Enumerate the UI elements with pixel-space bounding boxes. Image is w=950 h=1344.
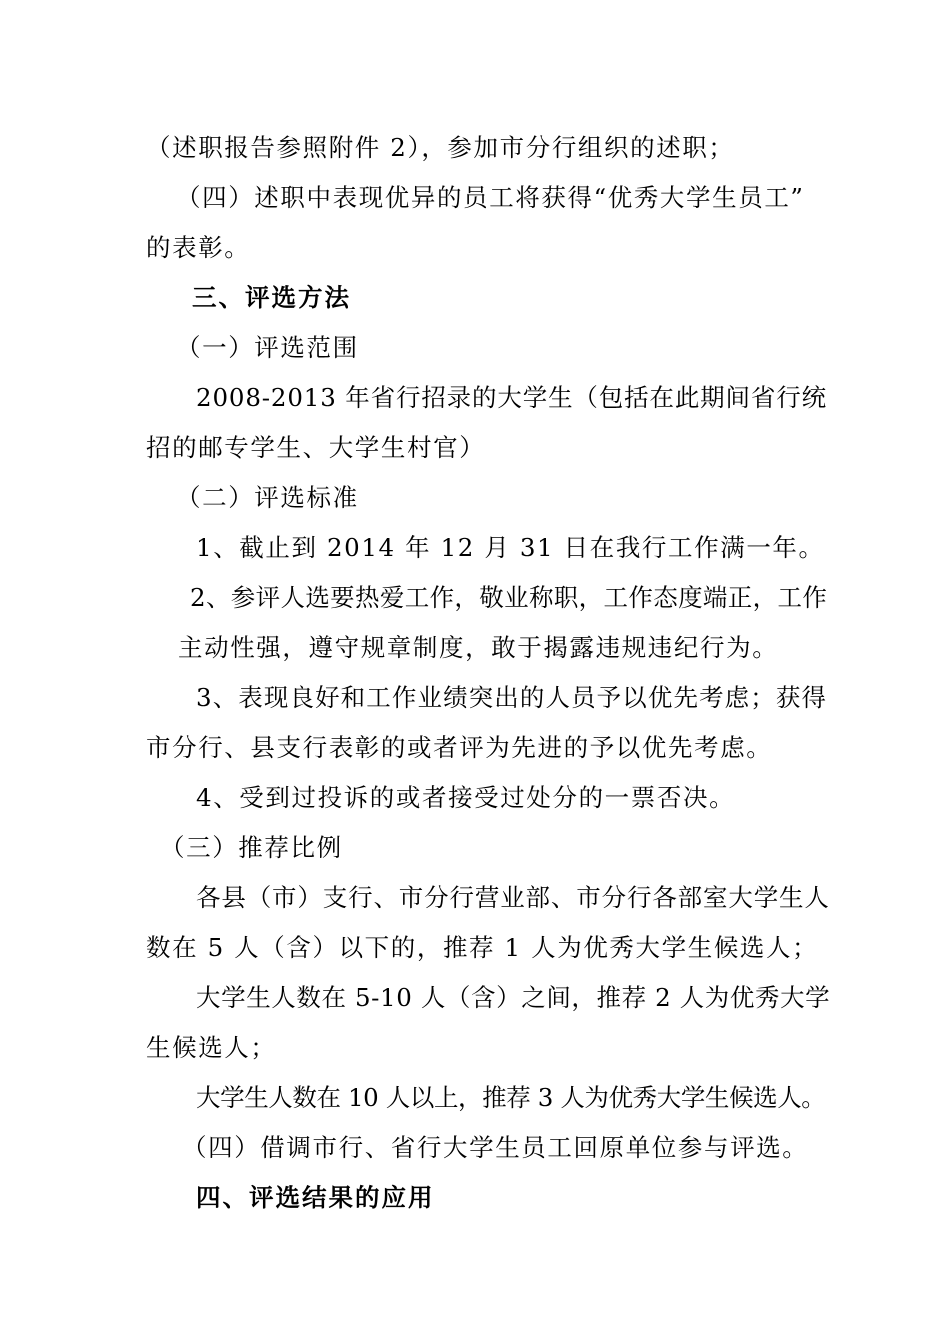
text-line: 大学生人数在 10 人以上，推荐 3 人为优秀大学生候选人。 — [196, 1083, 826, 1112]
section-heading: 四、评选结果的应用 — [196, 1183, 435, 1212]
text-line: 3、表现良好和工作业绩突出的人员予以优先考虑；获得 — [196, 683, 828, 712]
text-line: 生候选人； — [146, 1033, 277, 1062]
text-line: 招的邮专学生、大学生村官） — [146, 433, 486, 462]
subsection-heading: （三）推荐比例 — [160, 833, 343, 862]
text-line: （四）述职中表现优异的员工将获得“优秀大学生员工” — [176, 183, 805, 212]
text-line: 数在 5 人（含）以下的，推荐 1 人为优秀大学生候选人； — [146, 933, 819, 962]
text-line: 1、截止到 2014 年 12 月 31 日在我行工作满一年。 — [196, 533, 825, 562]
text-line: 2、参评人选要热爱工作，敬业称职，工作态度端正，工作 — [190, 583, 828, 612]
text-line: 4、受到过投诉的或者接受过处分的一票否决。 — [196, 783, 736, 812]
text-line: 2008-2013 年省行招录的大学生（包括在此期间省行统 — [196, 383, 827, 412]
text-line: 各县（市）支行、市分行营业部、市分行各部室大学生人 — [196, 883, 830, 912]
text-line: 市分行、县支行表彰的或者评为先进的予以优先考虑。 — [146, 733, 773, 762]
text-line: 大学生人数在 5-10 人（含）之间，推荐 2 人为优秀大学 — [196, 983, 831, 1012]
text-line: 主动性强，遵守规章制度，敢于揭露违规违纪行为。 — [178, 633, 779, 662]
text-line: （四）借调市行、省行大学生员工回原单位参与评选。 — [182, 1133, 809, 1162]
text-line: （述职报告参照附件 2），参加市分行组织的述职； — [146, 133, 735, 162]
subsection-heading: （一）评选范围 — [176, 333, 359, 362]
section-heading: 三、评选方法 — [192, 283, 351, 312]
text-line: 的表彰。 — [146, 233, 251, 262]
subsection-heading: （二）评选标准 — [176, 483, 359, 512]
